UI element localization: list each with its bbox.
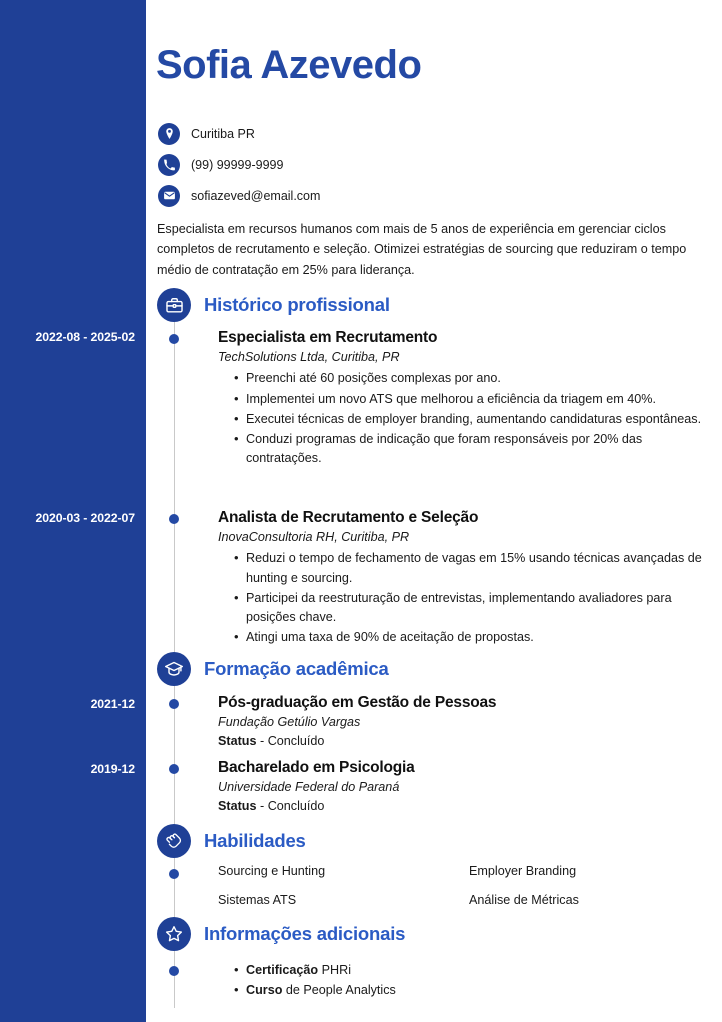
section-header-skills bbox=[157, 824, 306, 858]
contact-phone-text: (99) 99999-9999 bbox=[191, 157, 284, 172]
additional-info-list bbox=[218, 961, 717, 1000]
sidebar-date-education-1: 2019-12 bbox=[90, 762, 135, 776]
additional-item-label: Certificação bbox=[246, 963, 319, 977]
experience-entry-0 bbox=[157, 328, 717, 469]
resume-content bbox=[146, 0, 722, 1022]
timeline-dot bbox=[169, 869, 179, 879]
experience-job-title: Especialista em Recrutamento bbox=[218, 329, 438, 346]
sidebar-panel bbox=[0, 0, 146, 1022]
contact-item-location[interactable] bbox=[158, 118, 658, 149]
additional-item-label: Curso bbox=[246, 983, 283, 998]
experience-bullets bbox=[218, 549, 717, 647]
list-item: • Participei da reestruturação de entrevistas, implementando avaliadores para posições chave. bbox=[234, 589, 717, 627]
education-status-label: Status bbox=[218, 734, 257, 749]
additional-item-value: de People Analytics bbox=[285, 983, 396, 998]
education-status-value: - Concluído bbox=[260, 799, 325, 814]
section-title-skills: Habilidades bbox=[204, 830, 306, 851]
skills-hand-icon bbox=[157, 824, 191, 858]
envelope-icon bbox=[158, 185, 180, 207]
education-entry-0 bbox=[157, 693, 717, 748]
experience-entry-1 bbox=[157, 508, 717, 648]
skill-item: Sourcing e Hunting bbox=[218, 864, 326, 878]
section-header-experience bbox=[157, 288, 390, 322]
phone-icon bbox=[158, 154, 180, 176]
education-degree: Bacharelado em Psicologia bbox=[218, 759, 415, 776]
additional-item-value: PHRi bbox=[321, 963, 351, 977]
contact-item-email[interactable] bbox=[158, 180, 658, 211]
list-item bbox=[234, 961, 717, 980]
experience-job-title: Analista de Recrutamento e Seleção bbox=[218, 509, 479, 526]
timeline-dot bbox=[169, 699, 179, 709]
section-header-education bbox=[157, 652, 389, 686]
profile-summary: Especialista em recursos humanos com mais de 5 anos de experiência em gerenciar ciclos completos de recrutamento e seleção. Otimizei estratégias de sourcing que reduziram o tempo médio de contratação em 25% para liderança. bbox=[157, 222, 687, 277]
education-status bbox=[218, 799, 717, 813]
list-item: • Reduzi o tempo de fechamento de vagas em 15% usando técnicas avançadas de hunting e sourcing. bbox=[234, 549, 717, 587]
skill-item: Sistemas ATS bbox=[218, 893, 297, 907]
section-title-additional: Informações adicionais bbox=[204, 923, 406, 944]
list-item bbox=[234, 981, 717, 1000]
contact-email-text: sofiazeved@email.com bbox=[191, 188, 321, 203]
list-item: • Atingi uma taxa de 90% de aceitação de propostas. bbox=[234, 628, 717, 647]
location-pin-icon bbox=[158, 123, 180, 145]
section-header-additional bbox=[157, 917, 405, 951]
education-status bbox=[218, 734, 717, 748]
education-institution: Fundação Getúlio Vargas bbox=[218, 715, 361, 730]
sidebar-date-education-0: 2021-12 bbox=[90, 697, 135, 711]
timeline-dot bbox=[169, 966, 179, 976]
list-item: • Implementei um novo ATS que melhorou a eficiência da triagem em 40%. bbox=[234, 390, 717, 409]
education-institution: Universidade Federal do Paraná bbox=[218, 780, 400, 795]
timeline-dot bbox=[169, 514, 179, 524]
experience-company: TechSolutions Ltda, Curitiba, PR bbox=[218, 350, 400, 365]
education-status-label: Status bbox=[218, 799, 257, 814]
education-degree: Pós-graduação em Gestão de Pessoas bbox=[218, 694, 497, 711]
timeline-dot bbox=[169, 764, 179, 774]
experience-bullets bbox=[218, 369, 717, 468]
skill-item: Análise de Métricas bbox=[469, 893, 579, 907]
contact-location-text: Curitiba PR bbox=[191, 126, 255, 141]
briefcase-icon bbox=[157, 288, 191, 322]
contact-item-phone[interactable] bbox=[158, 149, 658, 180]
timeline-dot bbox=[169, 334, 179, 344]
additional-info-entry bbox=[157, 958, 717, 1001]
page-title: Sofia Azevedo bbox=[156, 43, 422, 87]
list-item: • Conduzi programas de indicação que foram responsáveis por 20% das contratações. bbox=[234, 430, 717, 468]
list-item: • Preenchi até 60 posições complexas por ano. bbox=[234, 369, 717, 388]
sidebar-date-experience-0: 2022-08 - 2025-02 bbox=[35, 330, 135, 344]
skills-row bbox=[218, 864, 718, 893]
education-status-value: - Concluído bbox=[260, 734, 325, 749]
section-title-education: Formação acadêmica bbox=[204, 658, 389, 679]
list-item: • Executei técnicas de employer branding, aumentando candidaturas espontâneas. bbox=[234, 410, 717, 429]
education-entry-1 bbox=[157, 758, 717, 813]
sidebar-date-experience-1: 2020-03 - 2022-07 bbox=[35, 511, 135, 525]
star-icon bbox=[157, 917, 191, 951]
experience-company: InovaConsultoria RH, Curitiba, PR bbox=[218, 530, 410, 545]
graduation-cap-icon bbox=[157, 652, 191, 686]
section-title-experience: Histórico profissional bbox=[204, 294, 390, 315]
contact-list bbox=[158, 118, 658, 211]
skill-item: Employer Branding bbox=[469, 864, 577, 878]
skills-grid bbox=[218, 864, 718, 922]
